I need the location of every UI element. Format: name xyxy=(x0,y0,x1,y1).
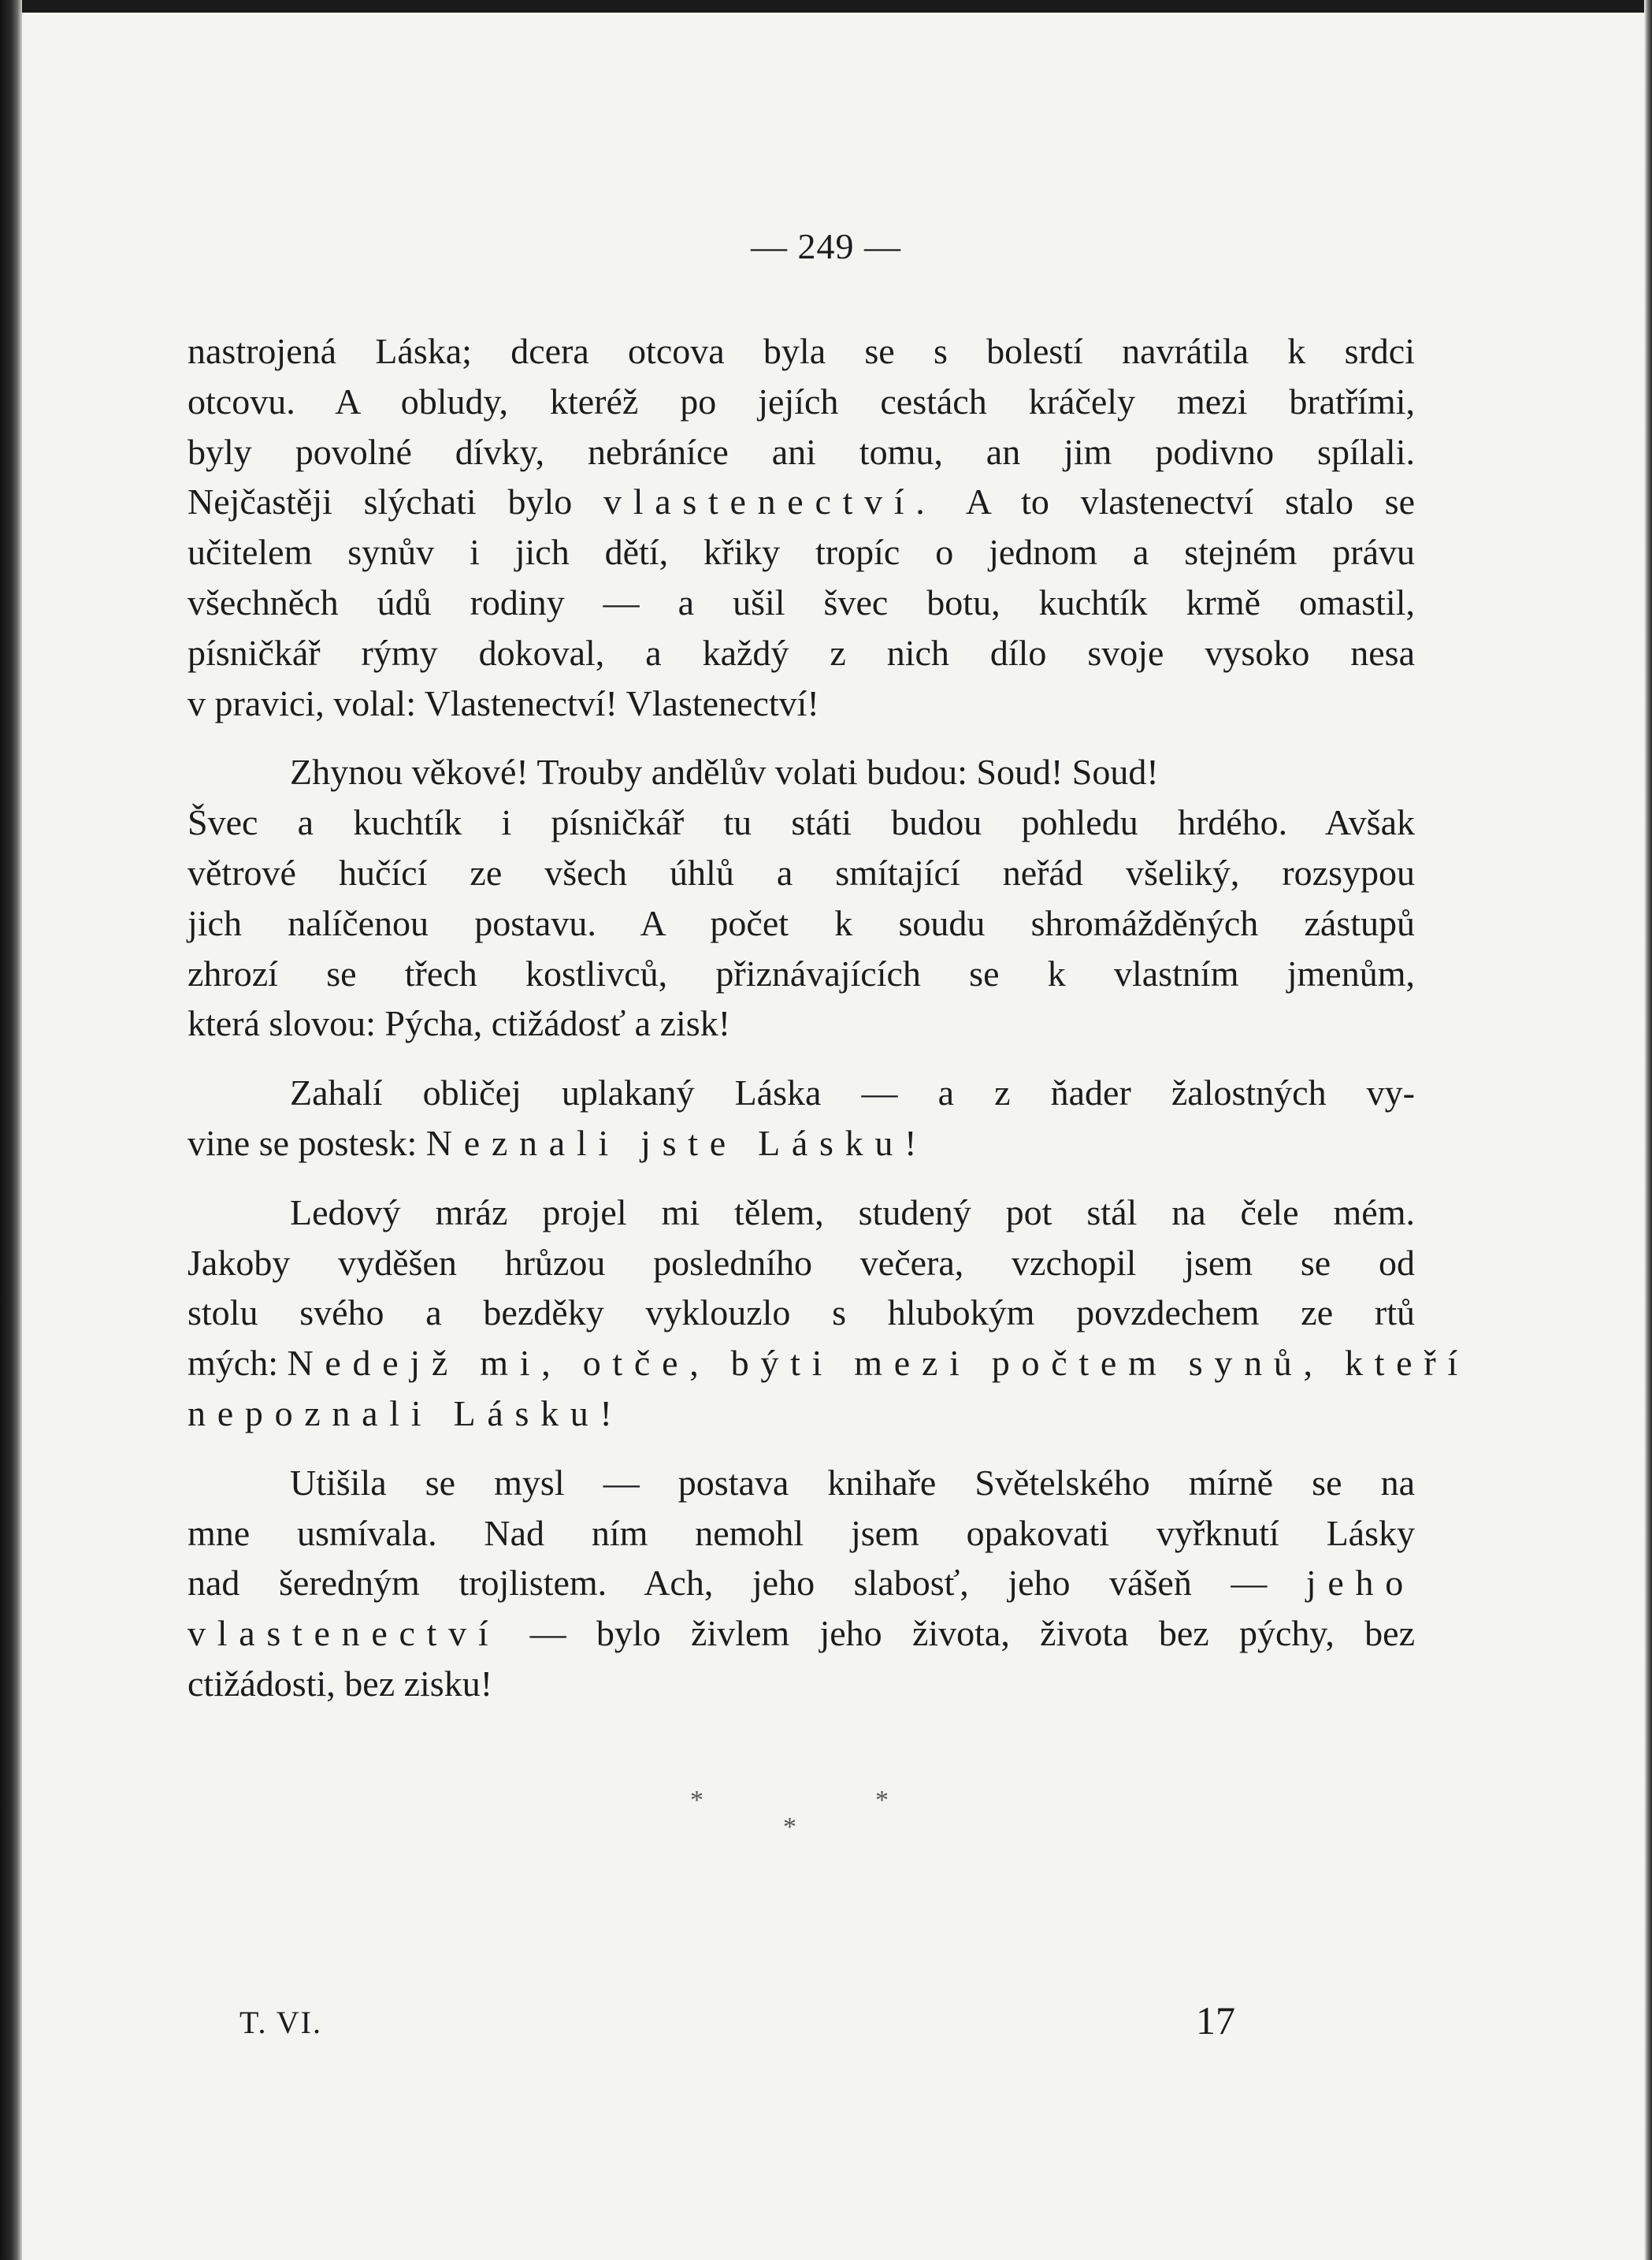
paragraph-1 xyxy=(187,326,1415,728)
asterisk-icon: * xyxy=(690,1786,703,1815)
scan-border-left xyxy=(0,0,22,2260)
text-run: Nejčastěji slýchati bylo xyxy=(187,481,603,522)
section-divider-asterism xyxy=(0,1787,1652,1866)
paragraph-gap xyxy=(187,1439,1415,1458)
emphasis-spaced: jeho xyxy=(1305,1563,1415,1604)
text-line: jich nalíčenou postavu. A počet k soudu shromážděných zástupů xyxy=(187,902,1415,943)
text-line: všechněch údů rodiny — a ušil švec botu, kuchtík krmě omastil, xyxy=(187,582,1415,623)
scan-border-top xyxy=(0,0,1652,13)
paragraph-3 xyxy=(187,1068,1415,1169)
text-line: Jakoby vyděšen hrůzou posledního večera, vzchopil jsem se od xyxy=(187,1242,1415,1283)
text-run: vine se postesk: xyxy=(187,1122,426,1163)
text-line xyxy=(187,1608,1415,1659)
scan-border-right xyxy=(1644,0,1652,2260)
emphasis-spaced: Neznali jste Lásku! xyxy=(425,1122,929,1163)
emphasis-spaced: Nedejž mi, otče, býti mezi počtem synů, kteří xyxy=(287,1343,1469,1384)
text-line: Utišila se mysl — postava knihaře Světelského mírně se na xyxy=(290,1462,1415,1503)
text-line: nepoznali Lásku! xyxy=(187,1392,624,1433)
text-line xyxy=(187,1118,1415,1169)
text-line: Zahalí obličej uplakaný Láska — a z ňader žalostných vy- xyxy=(290,1072,1415,1113)
text-line: v pravici, volal: Vlastenectví! Vlastenectví! xyxy=(187,682,819,723)
sheet-number: 17 xyxy=(1196,1998,1235,2043)
text-line: která slovou: Pýcha, ctižádosť a zisk! xyxy=(187,1003,731,1044)
emphasis-spaced: vlastenectví. xyxy=(603,481,937,522)
text-line xyxy=(187,1558,1415,1608)
text-line: větrové hučící ze všech úhlů a smítající neřád všeliký, rozsypou xyxy=(187,852,1415,893)
paragraph-gap xyxy=(187,1049,1415,1068)
text-run: mých: xyxy=(187,1343,288,1384)
text-line: učitelem synův i jich dětí, křiky tropíc o jednom a stejném právu xyxy=(187,532,1415,573)
asterisk-icon: * xyxy=(783,1812,796,1842)
printer-signature: T. VI. xyxy=(239,2005,322,2040)
text-line: nastrojená Láska; dcera otcova byla se s bolestí navrátila k srdci xyxy=(187,331,1415,371)
paragraph-5 xyxy=(187,1458,1415,1709)
text-line: ctižádosti, bez zisku! xyxy=(187,1663,493,1704)
emphasis-spaced: vlastenectví xyxy=(187,1613,500,1654)
text-line xyxy=(187,477,1415,527)
page-number: — 249 — xyxy=(751,226,901,266)
body-text xyxy=(187,326,1469,1709)
text-line: byly povolné dívky, nebráníce ani tomu, an jim podivno spílali. xyxy=(187,431,1415,472)
text-line: Švec a kuchtík i písničkář tu státi budou pohledu hrdého. Avšak xyxy=(187,802,1415,843)
text-line: Ledový mráz projel mi tělem, studený pot stál na čele mém. xyxy=(290,1191,1415,1232)
text-run: — bylo živlem jeho života, života bez pýchy, bez xyxy=(499,1613,1415,1654)
text-line: zhrozí se třech kostlivců, přiznávajících se k vlastním jmenům, xyxy=(187,953,1415,994)
paragraph-2 xyxy=(187,747,1415,1049)
text-line: stolu svého a bezděky vyklouzlo s hlubokým povzdechem ze rtů xyxy=(187,1292,1415,1333)
text-line: otcovu. A obludy, kteréž po jejích cestách kráčely mezi bratřími, xyxy=(187,381,1415,422)
text-line: Zhynou věkové! Trouby andělův volati budou: Soud! Soud! xyxy=(290,752,1159,793)
asterisk-icon: * xyxy=(875,1786,889,1815)
text-run: nad šeredným trojlistem. Ach, jeho slabosť, jeho vášeň — xyxy=(187,1563,1306,1604)
text-run: A to vlastenectví stalo se xyxy=(936,481,1415,522)
text-line: mne usmívala. Nad ním nemohl jsem opakovati vyřknutí Lásky xyxy=(187,1512,1415,1553)
paragraph-4 xyxy=(187,1188,1469,1439)
paragraph-gap xyxy=(187,1169,1415,1188)
text-line xyxy=(187,1338,1469,1388)
paragraph-gap xyxy=(187,728,1415,747)
text-line: písničkář rýmy dokoval, a každý z nich dílo svoje vysoko nesa xyxy=(187,632,1415,673)
